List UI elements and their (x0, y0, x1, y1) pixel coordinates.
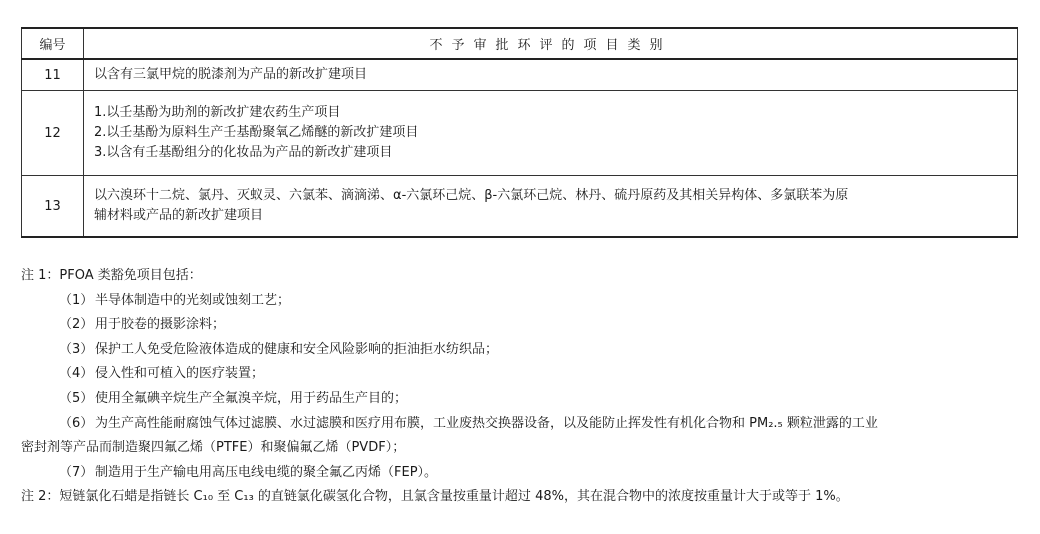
note-item-text: 制造用于生产输电用高压电线电缆的聚全氟乙丙烯（FEP）。 (95, 464, 438, 480)
row-content (84, 176, 1018, 238)
note-item (21, 412, 1021, 437)
note-item (21, 461, 1021, 486)
note-item-text: 保护工人免受危险液体造成的健康和安全风险影响的拒油拒水纺织品； (95, 341, 499, 357)
row-line: 以六溴环十二烷、氯丹、灭蚁灵、六氯苯、滴滴涕、α-六氯环己烷、β-六氯环己烷、林丹、硫丹原药及其相关异构体、多氯联苯为原 (94, 188, 849, 203)
row-line: 辅材料或产品的新改扩建项目 (94, 208, 264, 223)
header-category: 不予审批环评的项目类别 (84, 28, 1018, 59)
table-row (22, 91, 1018, 176)
note-item-index: （3） (59, 341, 94, 357)
note-item (21, 362, 1021, 387)
note-item (21, 313, 1021, 338)
row-number: 11 (22, 59, 84, 91)
note-item-text: 侵入性和可植入的医疗装置； (95, 366, 265, 382)
table-row (22, 176, 1018, 238)
note-item-index: （7） (59, 464, 94, 480)
approval-table (21, 27, 1018, 238)
note-item-continuation: 密封剂等产品而制造聚四氟乙烯（PTFE）和聚偏氟乙烯（PVDF）； (21, 440, 406, 456)
notes-section (21, 264, 1021, 510)
note-item-text: 用于胶卷的摄影涂料； (95, 317, 226, 333)
table-header-row (22, 28, 1018, 59)
row-content (84, 59, 1018, 91)
row-line: 2.以壬基酚为原料生产壬基酚聚氧乙烯醚的新改扩建项目 (94, 125, 419, 140)
note-item-index: （6） (59, 415, 94, 431)
row-number: 12 (22, 91, 84, 176)
note-2: 注 2：短链氯化石蜡是指链长 C₁₀ 至 C₁₃ 的直链氯化碳氢化合物，且氯含量按重量计超过 48%，其在混合物中的浓度按重量计大于或等于 1%。 (21, 489, 849, 505)
header-number: 编号 (22, 28, 84, 59)
row-number: 13 (22, 176, 84, 238)
note-item-index: （1） (59, 292, 94, 308)
note-item-index: （5） (59, 390, 94, 406)
note-item-text: 半导体制造中的光刻或蚀刻工艺； (95, 292, 291, 308)
table-row (22, 59, 1018, 91)
row-line: 1.以壬基酚为助剂的新改扩建农药生产项目 (94, 105, 341, 120)
note-item (21, 289, 1021, 314)
note-item-index: （4） (59, 366, 94, 382)
note-item-index: （2） (59, 317, 94, 333)
note-item-text: 使用全氟碘辛烷生产全氟溴辛烷，用于药品生产目的； (95, 390, 408, 406)
note-item (21, 338, 1021, 363)
note-item (21, 387, 1021, 412)
row-content (84, 91, 1018, 176)
row-line: 以含有三氯甲烷的脱漆剂为产品的新改扩建项目 (94, 67, 368, 82)
note-1-title: 注 1：PFOA 类豁免项目包括： (21, 268, 202, 283)
row-line: 3.以含有壬基酚组分的化妆品为产品的新改扩建项目 (94, 145, 393, 160)
note-item-text: 为生产高性能耐腐蚀气体过滤膜、水过滤膜和医疗用布膜，工业废热交换器设备，以及能防止挥发性有机化合物和 PM₂.₅ 颗粒泄露的工业 (95, 415, 878, 431)
